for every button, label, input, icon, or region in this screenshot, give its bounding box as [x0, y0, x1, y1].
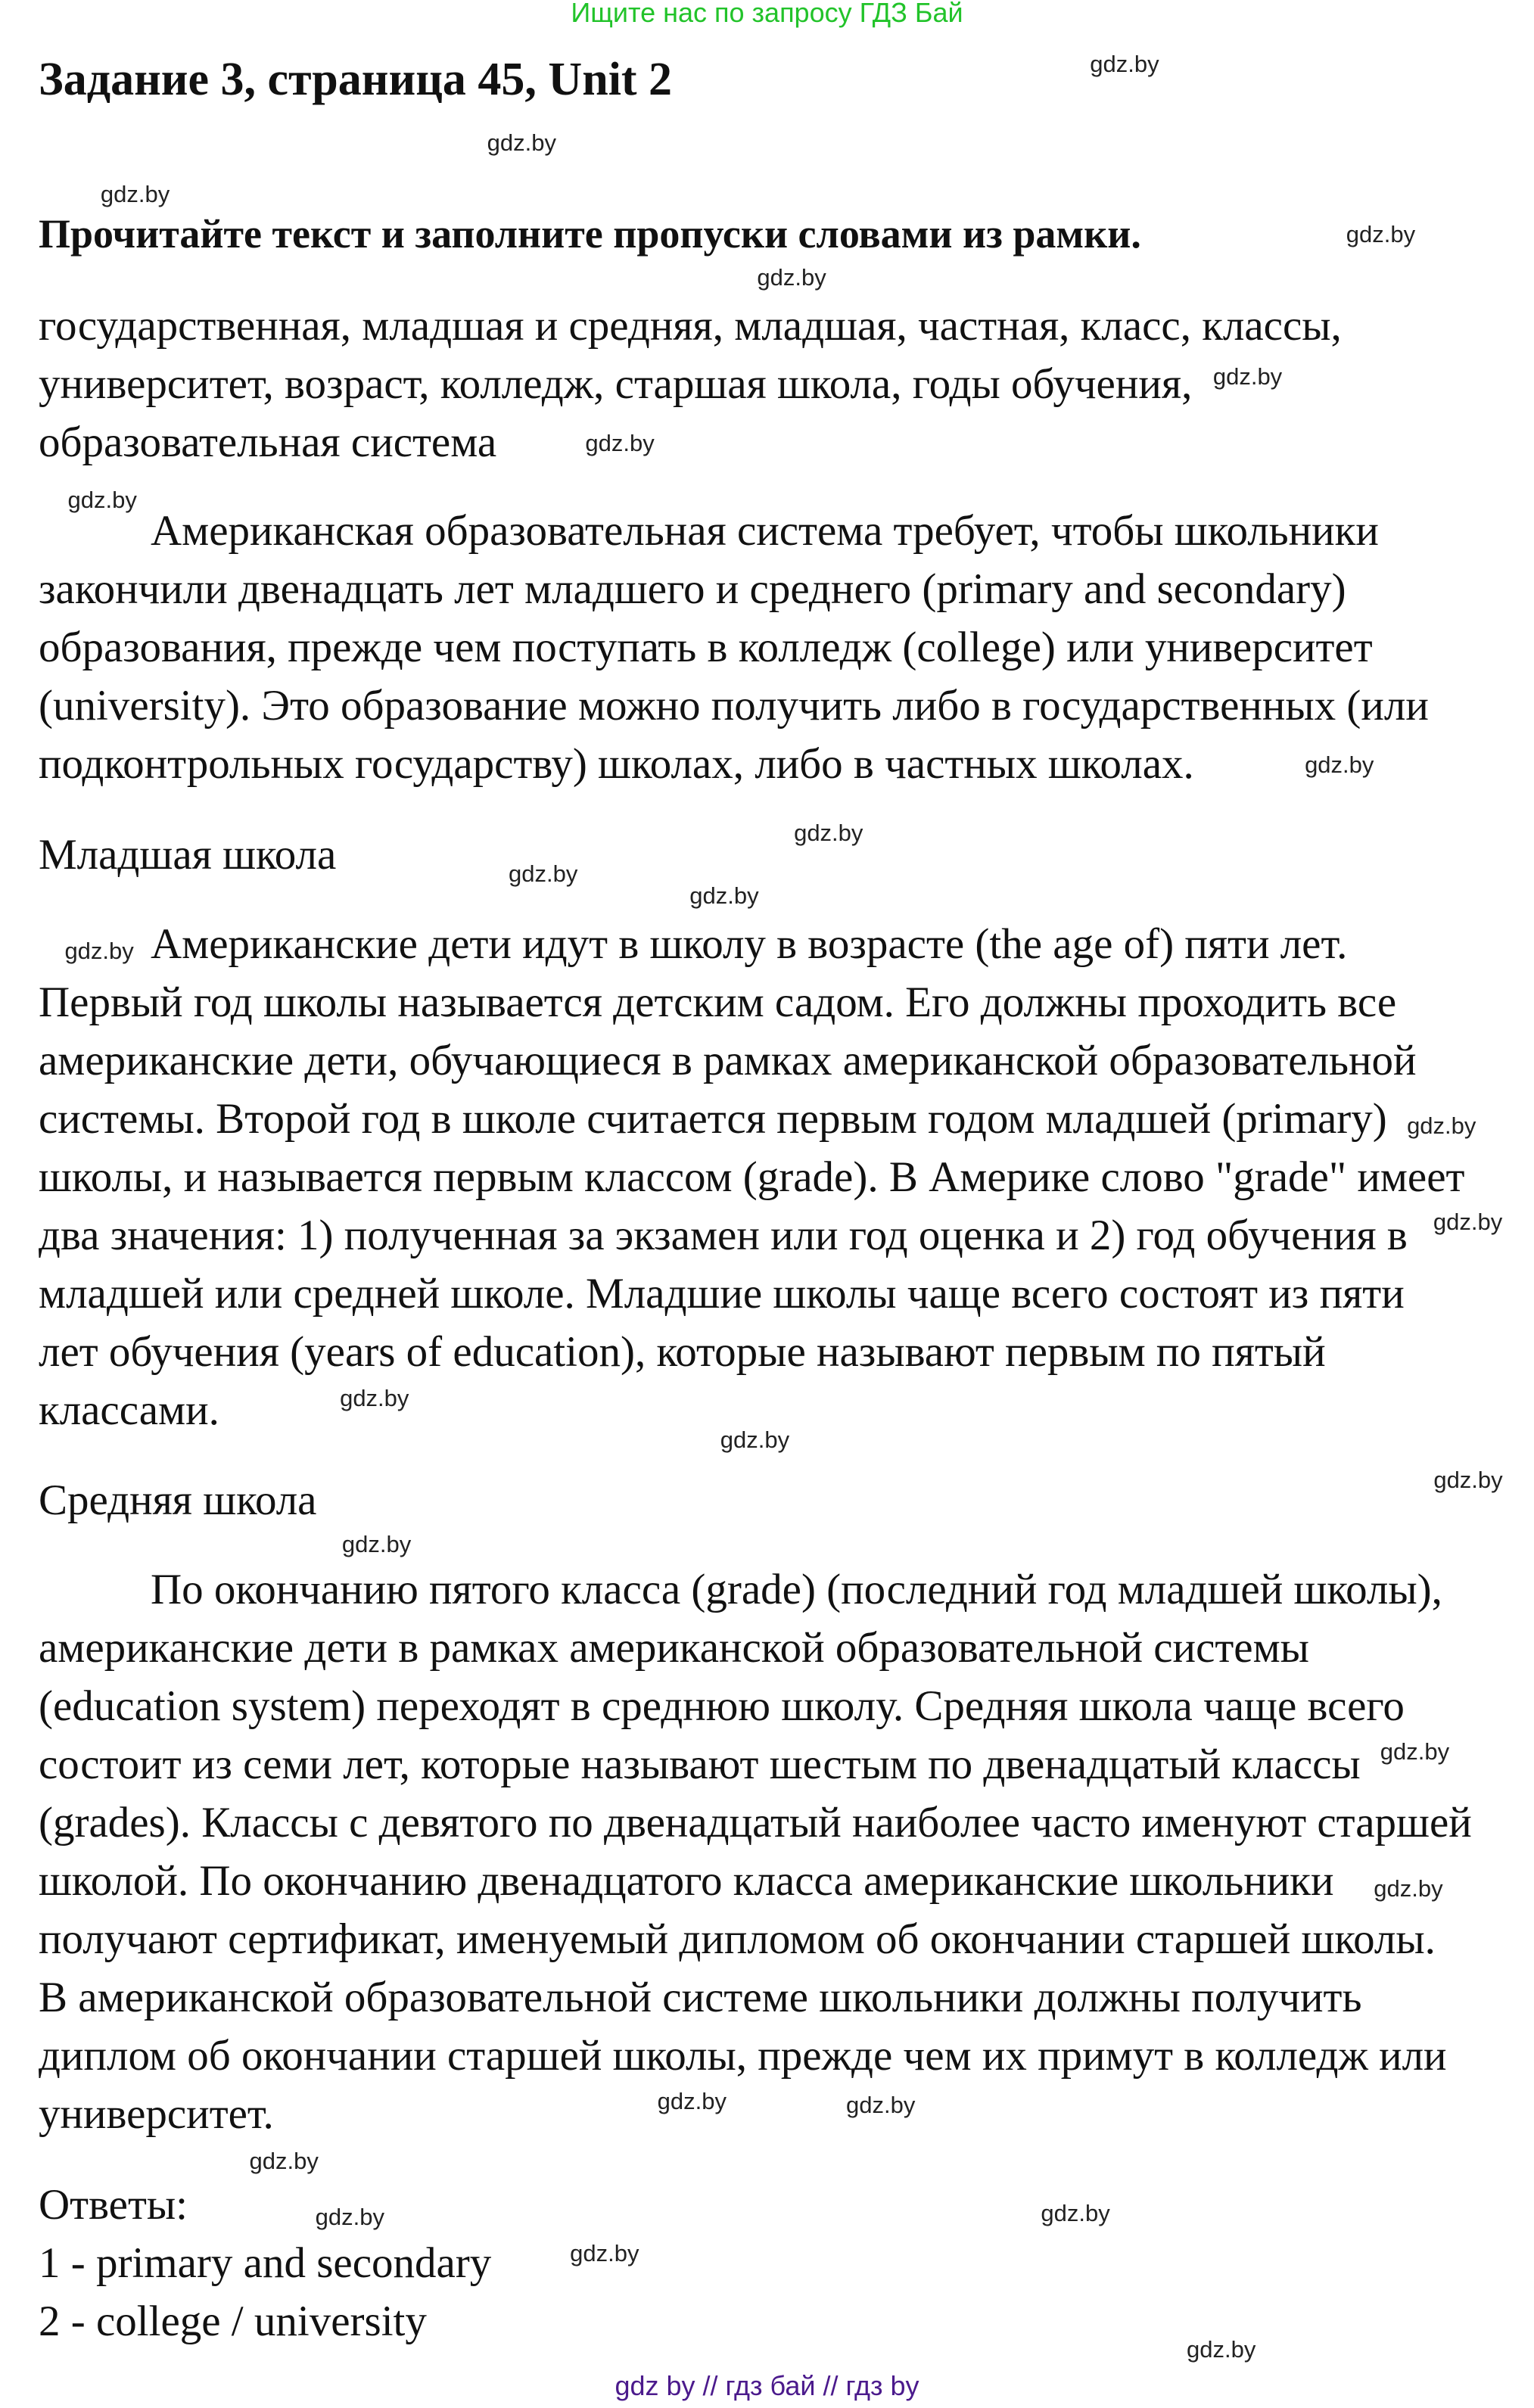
- watermark: gdz.by: [845, 2091, 916, 2118]
- paragraph-line: (grades). Классы с девятого по двенадцатый наиболее часто именуют старшей: [39, 1799, 1472, 1847]
- watermark: gdz.by: [1433, 1209, 1503, 1236]
- section-heading: Младшая школа: [39, 831, 337, 879]
- footer-links[interactable]: gdz by // гдз бай // гдз by: [615, 2370, 919, 2401]
- watermark: gdz.by: [1346, 221, 1416, 248]
- watermark: gdz.by: [570, 2239, 639, 2266]
- paragraph-line: младшей или средней школе. Младшие школы чаще всего состоят из пяти: [39, 1269, 1405, 1318]
- search-banner-bar: [0, 0, 1534, 29]
- watermark: gdz.by: [341, 1531, 412, 1558]
- watermark: gdz.by: [657, 2087, 727, 2114]
- watermark: gdz.by: [315, 2204, 384, 2231]
- paragraph-line: состоит из семи лет, которые называют шестым по двенадцатый классы: [39, 1741, 1361, 1789]
- watermark: gdz.by: [64, 938, 134, 965]
- watermark: gdz.by: [249, 2147, 319, 2174]
- page-title: Задание 3, страница 45, Unit 2: [39, 54, 673, 105]
- watermark: gdz.by: [1407, 1112, 1476, 1140]
- word-bank-line: образовательная система: [39, 418, 497, 466]
- paragraph-line: школой. По окончанию двенадцатого класса американские школьники: [39, 1857, 1334, 1906]
- answers-heading: Ответы:: [39, 2180, 188, 2229]
- watermark: gdz.by: [509, 860, 578, 888]
- watermark: gdz.by: [487, 129, 557, 156]
- paragraph-line: подконтрольных государству) школах, либо в частных школах.: [39, 740, 1194, 789]
- watermark: gdz.by: [1374, 1874, 1443, 1902]
- paragraph-line: системы. Второй год в школе считается первым годом младшей (primary): [39, 1094, 1387, 1143]
- footer-bar: [0, 2370, 1534, 2402]
- answer-line: 2 - college / university: [39, 2297, 427, 2345]
- watermark: gdz.by: [1186, 2336, 1256, 2363]
- paragraph-line: (education system) переходят в среднюю школу. Средняя школа чаще всего: [39, 1682, 1405, 1731]
- paragraph-line: американские дети, обучающиеся в рамках американской образовательной: [39, 1036, 1417, 1084]
- watermark: gdz.by: [720, 1426, 790, 1454]
- search-banner[interactable]: Ищите нас по запросу ГДЗ Бай: [571, 0, 963, 28]
- watermark: gdz.by: [689, 882, 759, 910]
- paragraph-line: университет.: [39, 2090, 274, 2139]
- paragraph-line: школы, и называется первым классом (grade). В Америке слово "grade" имеет: [39, 1153, 1465, 1201]
- paragraph-line: образования, прежде чем поступать в колледж (college) или университет: [39, 624, 1373, 672]
- task-instruction: Прочитайте текст и заполните пропуски словами из рамки.: [39, 211, 1141, 257]
- watermark: gdz.by: [67, 486, 137, 513]
- word-bank-line: университет, возраст, колледж, старшая школа, годы обучения,: [39, 359, 1193, 408]
- watermark: gdz.by: [1212, 363, 1283, 390]
- watermark: gdz.by: [1305, 751, 1374, 779]
- paragraph-line: диплом об окончании старшей школы, прежде чем их примут в колледж или: [39, 2032, 1447, 2080]
- watermark: gdz.by: [1041, 2199, 1110, 2226]
- watermark: gdz.by: [100, 181, 170, 208]
- paragraph-line: два значения: 1) полученная за экзамен или год оценка и 2) год обучения в: [39, 1211, 1408, 1259]
- section-heading: Средняя школа: [39, 1476, 317, 1525]
- paragraph-line: лет обучения (years of education), которые называют первым по пятый: [39, 1327, 1326, 1376]
- paragraph-line: закончили двенадцать лет младшего и среднего (primary and secondary): [39, 565, 1346, 614]
- paragraph-line: (university). Это образование можно получить либо в государственных (или: [39, 682, 1429, 730]
- watermark: gdz.by: [340, 1385, 409, 1412]
- paragraph-line: американские дети в рамках американской образовательной системы: [39, 1623, 1309, 1672]
- paragraph-line: получают сертификат, именуемый дипломом об окончании старшей школы.: [39, 1915, 1436, 1964]
- watermark: gdz.by: [1090, 51, 1159, 78]
- watermark: gdz.by: [1433, 1467, 1503, 1494]
- paragraph-line: В американской образовательной системе школьники должны получить: [39, 1974, 1362, 2022]
- watermark: gdz.by: [585, 429, 655, 456]
- watermark: gdz.by: [1380, 1738, 1450, 1765]
- paragraph-line: По окончанию пятого класса (grade) (последний год младшей школы),: [151, 1565, 1442, 1613]
- answer-line: 1 - primary and secondary: [39, 2238, 492, 2287]
- paragraph-line: Американские дети идут в школу в возрасте (the age of) пяти лет.: [151, 919, 1348, 968]
- paragraph-line: Первый год школы называется детским садом. Его должны проходить все: [39, 978, 1397, 1026]
- paragraph-line: классами.: [39, 1386, 219, 1434]
- watermark: gdz.by: [794, 819, 863, 846]
- word-bank-line: государственная, младшая и средняя, младшая, частная, класс, классы,: [39, 301, 1342, 350]
- paragraph-line: Американская образовательная система требует, чтобы школьники: [151, 507, 1379, 555]
- watermark: gdz.by: [757, 264, 826, 291]
